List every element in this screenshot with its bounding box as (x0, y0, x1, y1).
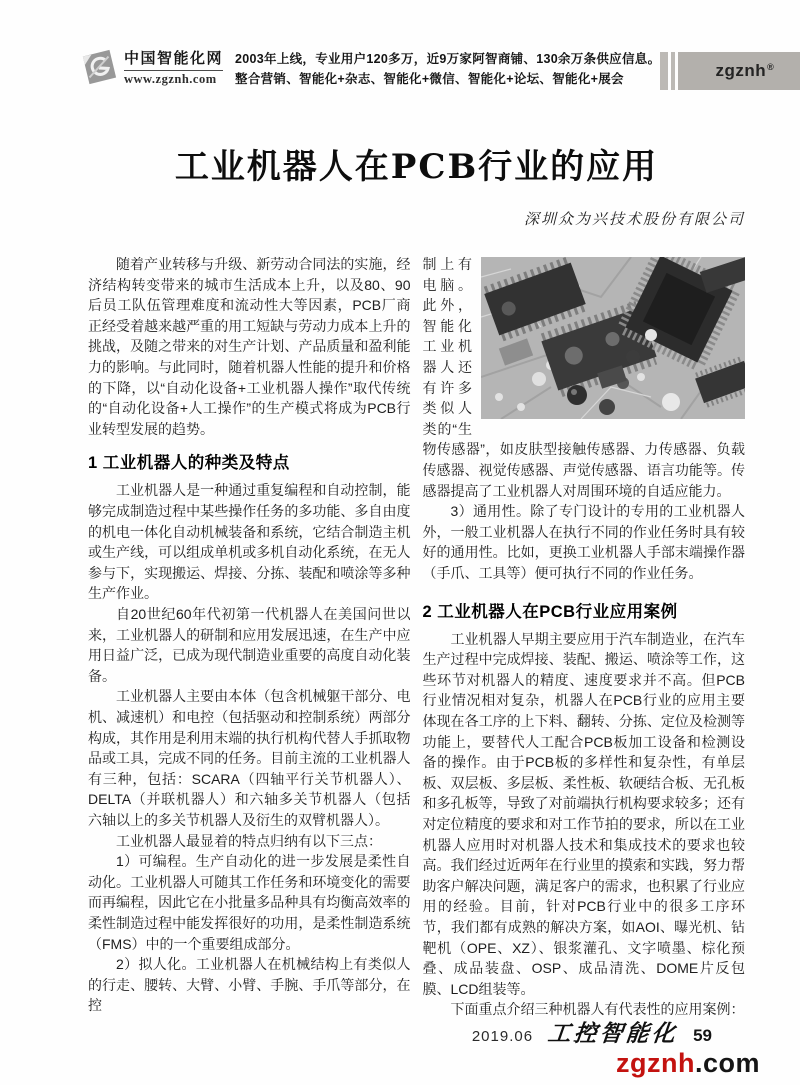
paragraph-robot-structure: 工业机器人主要由本体（包含机械躯干部分、电机、减速机）和电控（包括驱动和控制系统）两部分构成，其作用是利用末端的执行机构代替人手抓取物品或工具，完成不同的任务。目前主流的工业机器人有三种，包括：SCARA（四轴平行关节机器人）、DELTA（并联机器人）和六轴多关节机器人（包括六轴以上的多关节机器人及衍生的双臂机器人）。 (88, 688, 411, 828)
paragraph-feature-humanoid-cont (423, 254, 746, 501)
paragraph-robot-history: 自20世纪60年代初第一代机器人在美国问世以来，工业机器人的研制和应用发展迅速，在生产中应用日益广泛，已成为现代制造业重要的高度自动化装备。 (88, 606, 411, 684)
brand-badge (678, 52, 800, 90)
paragraph-feature-humanoid-start: 2）拟人化。工业机器人在机械结构上有类似人的行走、腰转、大臂、小臂、手腕、手爪等部分，在控 (88, 956, 411, 1014)
footer-issue-line (472, 1015, 712, 1048)
magazine-logo: 工控智能化 (546, 1020, 680, 1047)
right-column (423, 254, 746, 1020)
left-column (88, 254, 411, 1020)
paragraph-pcb-application: 工业机器人早期主要应用于汽车制造业，在汽车生产过程中完成焊接、装配、搬运、喷涂等工作，这些环节对机器人的精度、速度要求并不高。但PCB行业情况相对复杂，机器人在PCB行业的应用主要体现在各工序的上下料、翻转、分拣、定位及检测等功能上，要替代人工配合PCB板加工设备和检测设备的操作。由于PCB板的多样性和复杂性，有单层板、双层板、多层板、柔性板、软硬结合板、无孔板和多孔板等，导致了对前端执行机构要求较多；还有对定位精度的要求和对工作节拍的要求，所以在工业机器人应用时对机器人技术和集成技术的要求也较高。我们经过近两年在行业里的摸索和实践，努力帮助客户解决问题，满足客户的需求，也积累了行业应用的经验。目前，针对PCB行业中的很多工序环节，我们都有成熟的解决方案，如AOI、曝光机、钻靶机（OPE、XZ）、银浆灌孔、文字喷墨、棕化预叠、成品装盘、OSP、成品清洗、DOME片反包膜、LCD组装等。 (422, 630, 745, 997)
registered-mark: ® (767, 62, 775, 72)
paragraph-feature-programmable: 1）可编程。生产自动化的进一步发展是柔性自动化。工业机器人可随其工作任务和环境变化的需要而再编程，因此它在小批量多品种具有均衡高效率的柔性制造过程中能发挥很好的功用，是柔性制造系统（FMS）中的一个重要组成部分。 (88, 853, 411, 952)
article-title: 工业机器人在PCB行业的应用 (174, 147, 659, 187)
footer-site-link (472, 1050, 760, 1077)
tagline-line-2: 整合营销、智能化+杂志、智能化+微信、智能化+论坛、智能化+展会 (235, 72, 624, 86)
pcb-photo (481, 257, 745, 419)
article-columns (88, 254, 745, 1020)
tagline-line-1: 2003年上线，专业用户120多万，近9万家阿智商铺、130余万条供应信息。 (235, 52, 661, 66)
site-name: 中国智能化网 (124, 50, 224, 67)
site-url: www.zgznh.com (124, 72, 217, 86)
brand-badge-group (660, 47, 800, 90)
footer-page-number: 59 (693, 1026, 712, 1045)
site-logo (80, 47, 223, 87)
article-author: 深圳众为兴技术股份有限公司 (523, 212, 745, 229)
paragraph-intro: 随着产业转移与升级、新劳动合同法的实施，经济结构转变带来的城市生活成本上升，以及80、90后员工队伍管理难度和流动性大等因素，PCB厂商正经受着越来越严重的用工短缺与劳动力成本上升的挑战，及随之带来的对生产计划、产品质量和盈利能力的影响。与此同时，随着机器人性能的提升和价格的下降，以“自动化设备+工业机器人操作”取代传统的“自动化设备+人工操作”的生产模式将成为PCB行业转型发展的趋势。 (88, 256, 411, 437)
section-2-heading: 2 工业机器人在PCB行业应用案例 (422, 602, 678, 621)
footer-site-suffix: .com (694, 1048, 760, 1078)
paragraph-cases-lead: 下面重点介绍三种机器人有代表性的应用案例： (450, 1001, 745, 1018)
paragraph-feature-humanoid-text: 制上有电脑。此外，智能化工业机器人还有许多类似人类的“生物传感器”，如皮肤型接触传感器、力传感器、负载传感器、视觉传感器、声觉传感器、语言功能等。传感器提高了工业机器人对周围环境的自适应能力。 (422, 256, 745, 499)
paragraph-robot-definition: 工业机器人是一种通过重复编程和自动控制，能够完成制造过程中某些操作任务的多功能、多自由度的机电一体化自动机械装备和系统，它结合制造主机或生产线，可以组成单机或多机自动化系统，在无人参与下，实现搬运、焊接、分拣、装配和喷涂等多种生产作业。 (88, 482, 411, 602)
footer-site-name: zgznh (615, 1048, 695, 1078)
site-logo-text (124, 47, 223, 87)
page-header (80, 47, 790, 90)
page-footer (472, 1015, 760, 1077)
paragraph-features-lead: 工业机器人最显着的特点归纳有以下三点： (116, 832, 382, 849)
paragraph-feature-versatility: 3）通用性。除了专门设计的专用的工业机器人外，一般工业机器人在执行不同的作业任务时具有较好的通用性。比如，更换工业机器人手部末端操作器（手爪、工具等）便可执行不同的作业任务。 (422, 503, 745, 581)
badge-bar-thick (660, 52, 668, 90)
badge-bar-thin (671, 52, 675, 90)
header-tagline (235, 47, 660, 89)
site-logo-icon (80, 47, 118, 87)
footer-issue: 2019.06 (471, 1028, 534, 1045)
logo-divider (124, 70, 223, 71)
section-1-heading: 1 工业机器人的种类及特点 (88, 454, 290, 473)
brand-badge-text: zgznh (715, 61, 767, 80)
pcb-photo-illustration (481, 257, 745, 419)
